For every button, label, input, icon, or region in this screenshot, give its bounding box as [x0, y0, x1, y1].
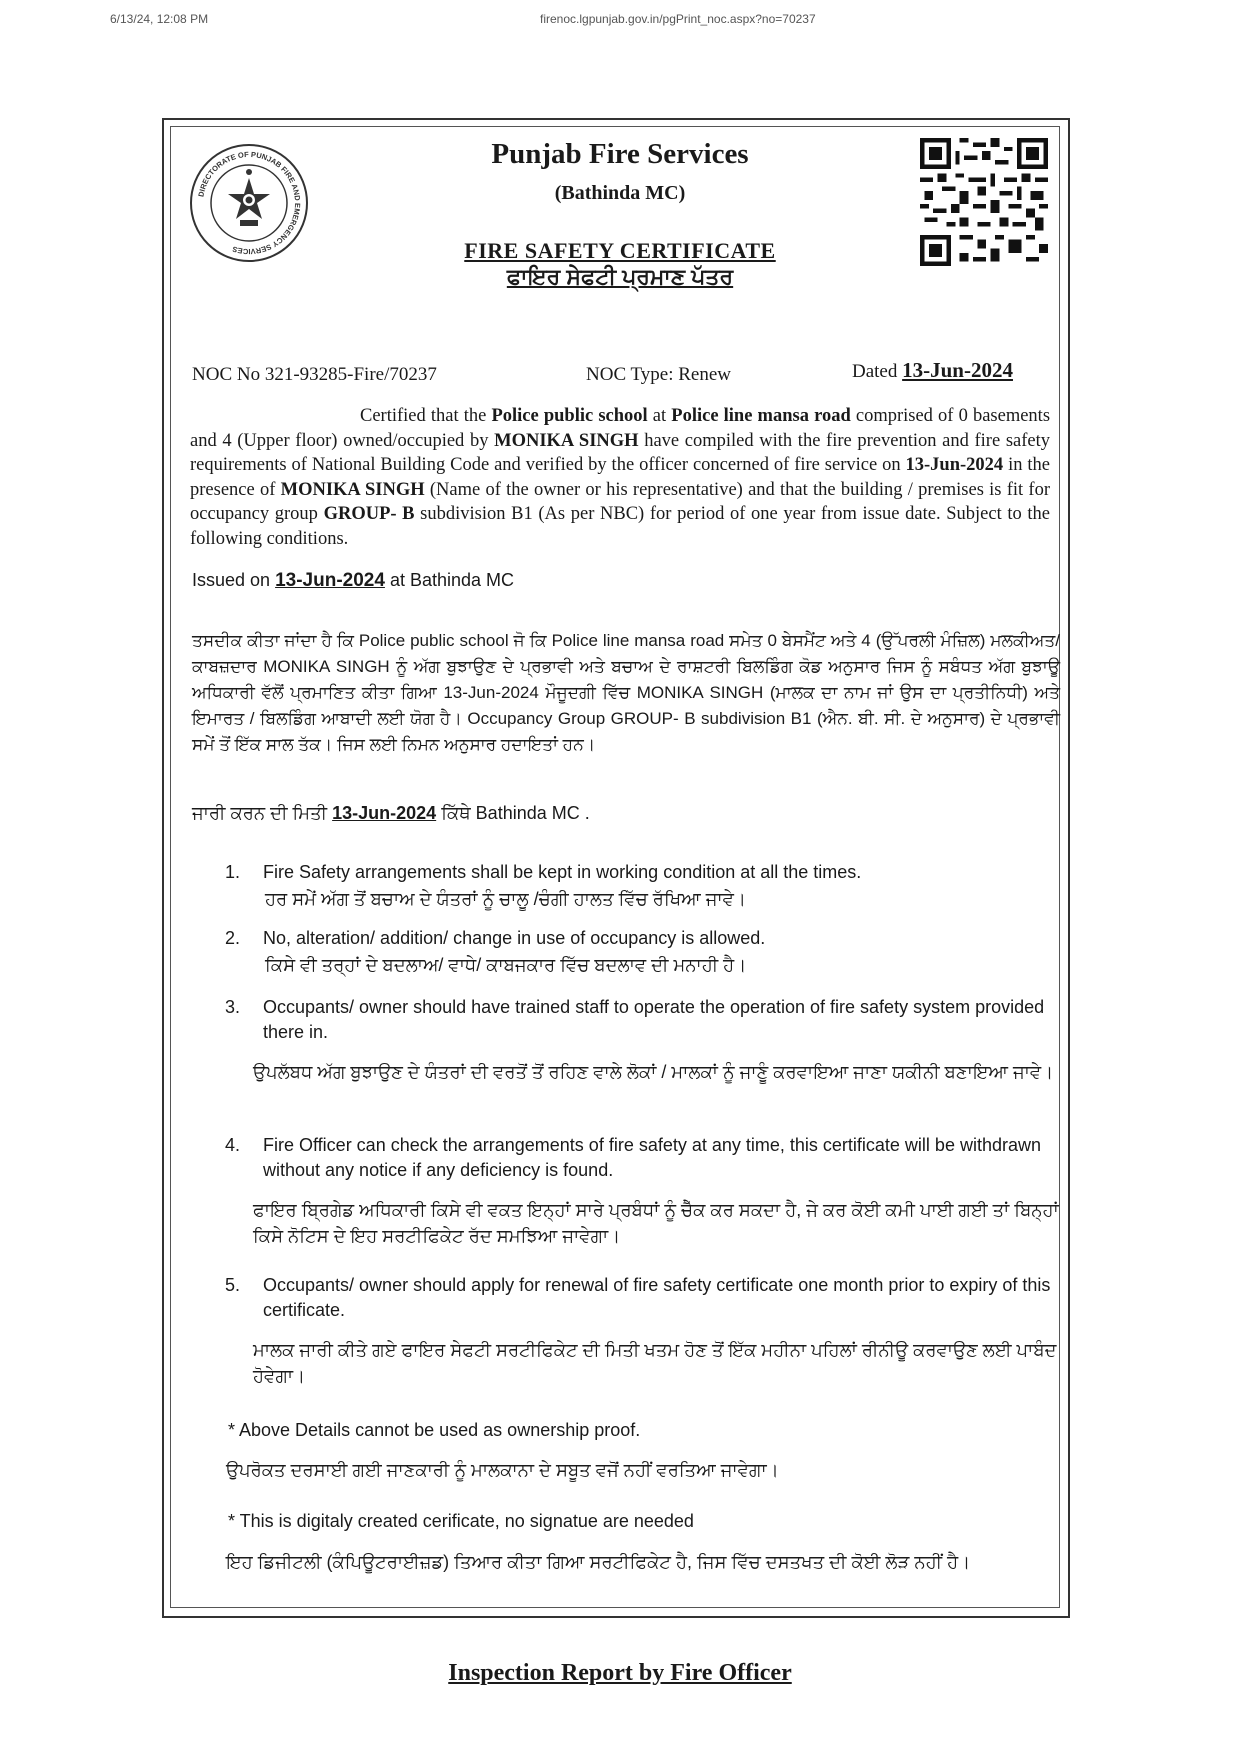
issued-label: Issued on [192, 570, 271, 590]
condition-number: 3. [225, 997, 241, 1017]
fire-services-seal-icon [188, 142, 310, 264]
cert-text: comprised of 0 basements and 4 (Upper floor) owned/occupied by [190, 406, 1051, 451]
inspection-report-title: Inspection Report by Fire Officer [448, 1660, 792, 1686]
noc-number: NOC No 321-93285-Fire/70237 [192, 364, 437, 385]
condition-text-en: Fire Officer can check the arrangements of fire safety at any time, this certificate will be withdrawn without any notice if any deficiency is found. [263, 1135, 1041, 1180]
verification-date: 13-Jun-2024 [905, 455, 1004, 475]
condition-number: 5. [225, 1275, 241, 1295]
condition-item [225, 995, 1065, 1085]
cert-text: have compiled with the fire prevention and fire safety requirements of National Building Code and verified by the officer concerned of fire service on [190, 430, 1050, 475]
certificate-title-en: FIRE SAFETY CERTIFICATE [464, 238, 776, 263]
print-header [0, 12, 1240, 32]
qr-code-icon[interactable] [920, 138, 1048, 266]
note-digital-en: * This is digitaly created cerificate, no signatue are needed [228, 1511, 694, 1531]
owner-name: MONIKA SINGH [494, 430, 639, 451]
certificate-title-pa: ਫਾਇਰ ਸੇਫਟੀ ਪ੍ਰਮਾਣ ਪੱਤਰ [506, 264, 734, 289]
building-name: Police public school [491, 406, 648, 426]
condition-text-en: No, alteration/ addition/ change in use of occupancy is allowed. [263, 928, 766, 948]
condition-item [225, 860, 1065, 912]
cert-text: in the presence of [190, 455, 1051, 500]
occupancy-group: GROUP- B [323, 504, 415, 524]
note-ownership-pa: ਉਪਰੋਕਤ ਦਰਸਾਈ ਗਈ ਜਾਣਕਾਰੀ ਨੂੰ ਮਾਲਕਾਨਾ ਦੇ ਸਬੂਤ ਵਜੋਂ ਨਹੀਂ ਵਰਤਿਆ ਜਾਵੇਗਾ। [226, 1460, 779, 1480]
issued-on-pa [192, 803, 590, 824]
note-ownership-en: * Above Details cannot be used as ownership proof. [228, 1420, 641, 1440]
dated [852, 358, 1013, 383]
condition-number: 2. [225, 928, 241, 948]
issued-on [192, 570, 514, 592]
condition-number: 4. [225, 1135, 241, 1155]
condition-item [225, 926, 1065, 978]
certificate-paragraph-pa: ਤਸਦੀਕ ਕੀਤਾ ਜਾਂਦਾ ਹੈ ਕਿ Police public school ਜੋ ਕਿ Police line mansa road ਸਮੇਤ 0 ਬੇਸਮੈਂਟ ਅਤੇ 4 (ਉੱਪਰਲੀ ਮੰਜ਼ਿਲ) ਮਲਕੀਅਤ/ਕਾਬਜ਼ਦਾਰ MONIKA SINGH ਨੂੰ ਅੱਗ ਬੁਝਾਉਣ ਦੇ ਪ੍ਰਭਾਵੀ ਅਤੇ ਬਚਾਅ ਦੇ ਰਾਸ਼ਟਰੀ ਬਿਲਡਿੰਗ ਕੋਡ ਅਨੁਸਾਰ ਜਿਸ ਨੂੰ ਸਬੰਧਤ ਅੱਗ ਬੁਝਾਊ ਅਧਿਕਾਰੀ ਵੱਲੋਂ ਪ੍ਰਮਾਣਿਤ ਕੀਤਾ ਗਿਆ 13-Jun-2024 ਮੌਜੂਦਗੀ ਵਿੱਚ MONIKA SINGH (ਮਾਲਕ ਦਾ ਨਾਮ ਜਾਂ ਉਸ ਦਾ ਪ੍ਰਤੀਨਿਧੀ) ਅਤੇ ਇਮਾਰਤ / ਬਿਲਡਿੰਗ ਆਬਾਦੀ ਲਈ ਯੋਗ ਹੈ। Occupancy Group GROUP- B subdivision B1 (ਐਨ. ਬੀ. ਸੀ. ਦੇ ਅਨੁਸਾਰ) ਦੇ ਪ੍ਰਭਾਵੀ ਸਮੇਂ ਤੋਂ ਇੱਕ ਸਾਲ ਤੱਕ। ਜਿਸ ਲਈ ਨਿਮਨ ਅਨੁਸਾਰ ਹਦਾਇਤਾਂ ਹਨ। [192, 631, 1060, 754]
noc-type: NOC Type: Renew [586, 364, 732, 385]
issued-date-pa: 13-Jun-2024 [332, 803, 437, 823]
dated-label: Dated [852, 361, 898, 382]
issued-place: at Bathinda MC [389, 570, 515, 590]
dated-value: 13-Jun-2024 [902, 358, 1013, 382]
owner-name: MONIKA SINGH [280, 479, 425, 500]
condition-text-pa: ਉਪਲੱਬਧ ਅੱਗ ਬੁਝਾਉਣ ਦੇ ਯੰਤਰਾਂ ਦੀ ਵਰਤੋਂ ਤੋਂ ਰਹਿਣ ਵਾਲੇ ਲੋਕਾਂ / ਮਾਲਕਾਂ ਨੂੰ ਜਾਣੂੰ ਕਰਵਾਇਆ ਜਾਣਾ ਯਕੀਨੀ ਬਣਾਇਆ ਜਾਵੇ। [253, 1062, 1054, 1082]
print-datetime: 6/13/24, 12:08 PM [110, 12, 209, 26]
page-subtitle: (Bathinda MC) [554, 182, 686, 204]
condition-text-en: Fire Safety arrangements shall be kept in working condition at all the times. [263, 862, 862, 882]
condition-text-pa: ਕਿਸੇ ਵੀ ਤਰ੍ਹਾਂ ਦੇ ਬਦਲਾਅ/ ਵਾਧੇ/ ਕਾਬਜਕਾਰ ਵਿੱਚ ਬਦਲਾਵ ਦੀ ਮਨਾਹੀ ਹੈ। [265, 955, 747, 975]
condition-item [225, 1273, 1065, 1389]
condition-text-pa: ਮਾਲਕ ਜਾਰੀ ਕੀਤੇ ਗਏ ਫਾਇਰ ਸੇਫਟੀ ਸਰਟੀਫਿਕੇਟ ਦੀ ਮਿਤੀ ਖਤਮ ਹੋਣ ਤੋਂ ਇੱਕ ਮਹੀਨਾ ਪਹਿਲਾਂ ਰੀਨੀਊ ਕਰਵਾਉਣ ਲਈ ਪਾਬੰਦ ਹੋਵੇਗਾ। [253, 1340, 1057, 1386]
issued-date: 13-Jun-2024 [275, 570, 385, 591]
condition-text-pa: ਹਰ ਸਮੇਂ ਅੱਗ ਤੋਂ ਬਚਾਅ ਦੇ ਯੰਤਰਾਂ ਨੂੰ ਚਾਲੂ /ਚੰਗੀ ਹਾਲਤ ਵਿੱਚ ਰੱਖਿਆ ਜਾਵੇ। [265, 889, 747, 909]
cert-text: at [652, 406, 667, 426]
issued-label-pa: ਜਾਰੀ ਕਰਨ ਦੀ ਮਿਤੀ [192, 803, 328, 823]
condition-text-en: Occupants/ owner should apply for renewal of fire safety certificate one month prior to expiry of this certificate. [263, 1275, 1051, 1320]
cert-text: subdivision B1 (As per NBC) for period of one year from issue date. Subject to the following conditions. [190, 504, 1050, 549]
page-title: Punjab Fire Services [491, 138, 749, 170]
condition-item [225, 1133, 1065, 1249]
print-url: firenoc.lgpunjab.gov.in/pgPrint_noc.aspx?no=70237 [540, 12, 816, 26]
condition-text-en: Occupants/ owner should have trained staff to operate the operation of fire safety system provided there in. [263, 997, 1045, 1042]
cert-text: (Name of the owner or his representative) and that the building / premises is fit for occupancy group [190, 479, 1050, 524]
building-location: Police line mansa road [671, 406, 851, 426]
seal-ring-text: DIRECTORATE OF PUNJAB FIRE AND EMERGENCY SERVICES [196, 149, 303, 257]
cert-text: Certified that the [360, 406, 487, 426]
condition-number: 1. [225, 862, 241, 882]
certificate-paragraph-en [190, 404, 1050, 551]
issued-place-pa: ਕਿੱਥੇ Bathinda MC . [441, 803, 590, 823]
note-digital-pa: ਇਹ ਡਿਜੀਟਲੀ (ਕੰਪਿਊਟਰਾਈਜ਼ਡ) ਤਿਆਰ ਕੀਤਾ ਗਿਆ ਸਰਟੀਫਿਕੇਟ ਹੈ, ਜਿਸ ਵਿੱਚ ਦਸਤਖਤ ਦੀ ਕੋਈ ਲੋੜ ਨਹੀਂ ਹੈ। [226, 1552, 971, 1572]
condition-text-pa: ਫਾਇਰ ਬ੍ਰਿਗੇਡ ਅਧਿਕਾਰੀ ਕਿਸੇ ਵੀ ਵਕਤ ਇਨ੍ਹਾਂ ਸਾਰੇ ਪ੍ਰਬੰਧਾਂ ਨੂੰ ਚੈੱਕ ਕਰ ਸਕਦਾ ਹੈ, ਜੇ ਕਰ ਕੋਈ ਕਮੀ ਪਾਈ ਗਈ ਤਾਂ ਬਿਨ੍ਹਾਂ ਕਿਸੇ ਨੋਟਿਸ ਦੇ ਇਹ ਸਰਟੀਫਿਕੇਟ ਰੱਦ ਸਮਝਿਆ ਜਾਵੇਗਾ। [253, 1200, 1059, 1246]
